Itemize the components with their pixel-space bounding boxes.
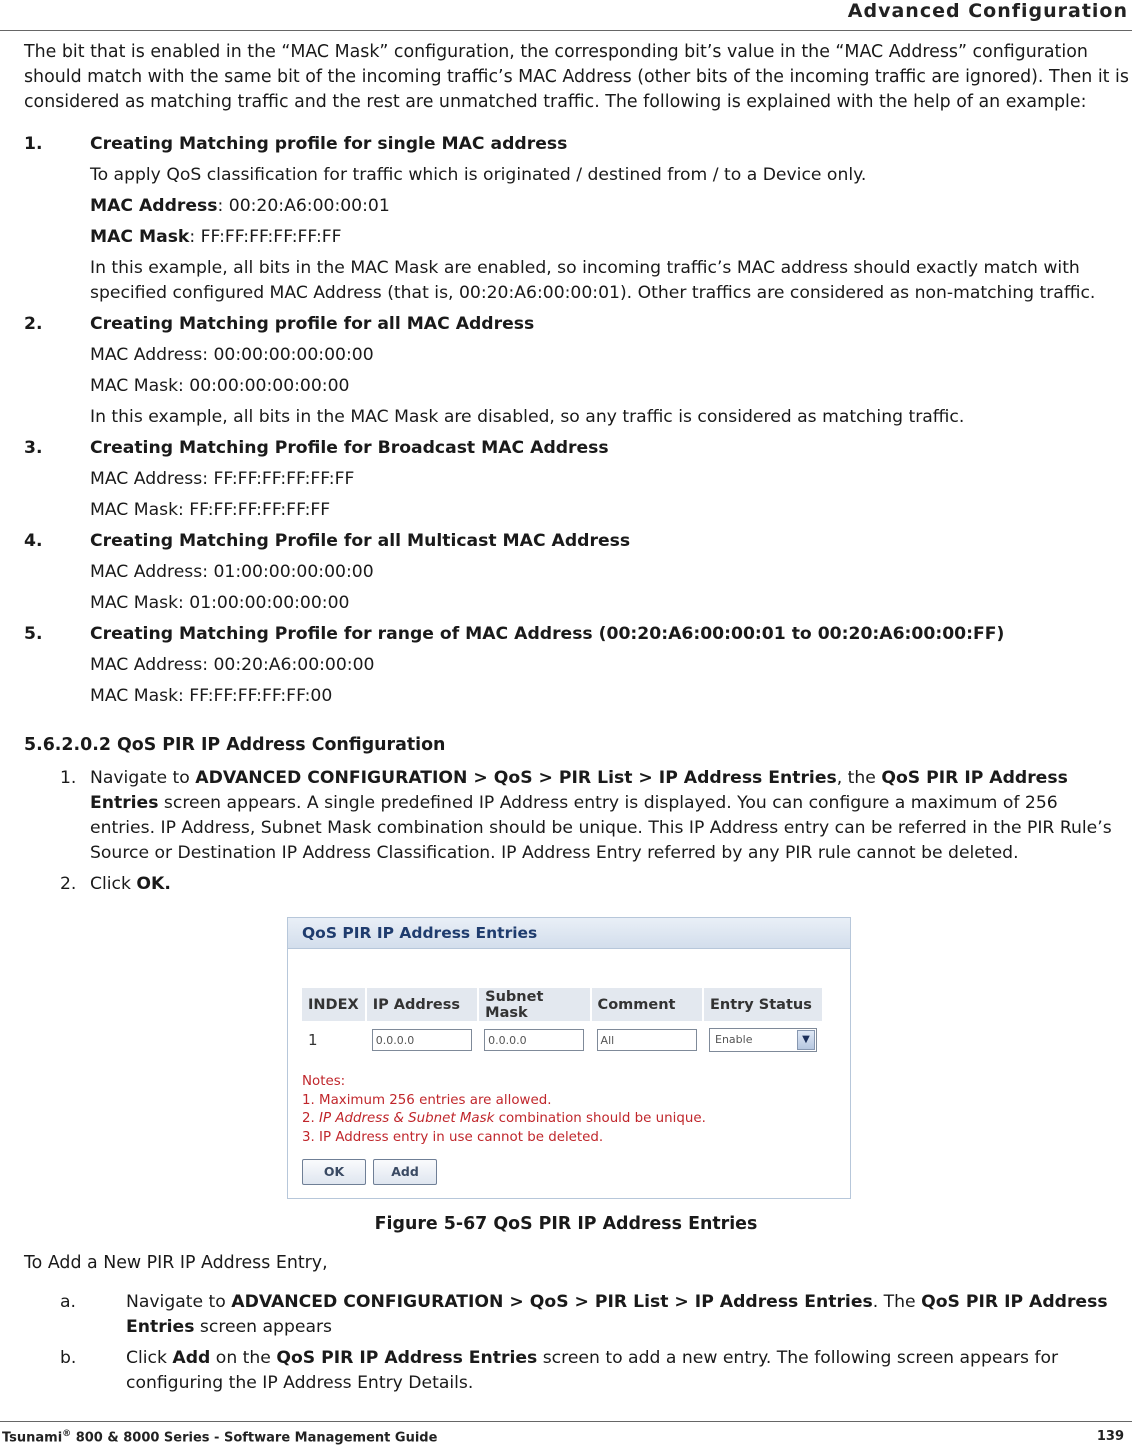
mac-address-value: : 00:20:A6:00:00:01: [217, 196, 390, 216]
step-text: screen appears: [194, 1317, 332, 1337]
mac-example-list: [24, 132, 1132, 715]
item-title: Creating Matching profile for all MAC Address: [90, 314, 535, 334]
list-item: [24, 529, 1132, 622]
entry-status-value: Enable: [715, 1033, 753, 1046]
comment-input[interactable]: All: [597, 1029, 697, 1051]
step-number: 2.: [60, 874, 77, 894]
ok-reference: OK.: [136, 874, 171, 894]
note-text: 2.: [302, 1111, 320, 1126]
step-text: Click: [126, 1348, 173, 1368]
item-title: Creating Matching profile for single MAC address: [90, 134, 568, 154]
add-entry-steps: [24, 1290, 1128, 1402]
column-header: INDEX: [302, 988, 366, 1021]
column-header: Entry Status: [703, 988, 823, 1021]
ok-button[interactable]: OK: [302, 1159, 366, 1185]
chevron-down-icon[interactable]: ▼: [797, 1030, 815, 1050]
mac-mask-line: MAC Mask: 00:00:00:00:00:00: [90, 376, 350, 396]
step-text: screen appears. A single predefined IP Address entry is displayed. You can configure a maximum of 256 entries. IP Address, Subnet Mask combination should be unique. This IP Address entry can be referred in the PIR Rule’s Source or Destination IP Address Classification. IP Address Entry referred by any PIR rule cannot be deleted.: [90, 793, 1112, 863]
mac-mask-value: : FF:FF:FF:FF:FF:FF: [189, 227, 342, 247]
section-title: 5.6.2.0.2 QoS PIR IP Address Configuration: [24, 735, 446, 755]
note-text: combination should be unique.: [494, 1111, 706, 1126]
panel-title: QoS PIR IP Address Entries: [288, 918, 850, 949]
item-number: 1.: [24, 134, 43, 154]
step-text: on the: [210, 1348, 277, 1368]
column-header: Comment: [591, 988, 703, 1021]
column-header: Subnet Mask: [478, 988, 590, 1021]
add-button[interactable]: Add: [373, 1159, 437, 1185]
qos-pir-ip-address-entries-panel: [287, 917, 851, 1199]
notes-title: Notes:: [302, 1074, 346, 1089]
item-title: Creating Matching Profile for Broadcast MAC Address: [90, 438, 609, 458]
list-item: [24, 622, 1132, 715]
product-name: Tsunami: [2, 1430, 63, 1446]
list-item: [24, 132, 1132, 306]
step-text: Click: [90, 874, 137, 894]
item-number: 5.: [24, 624, 43, 644]
entry-status-select[interactable]: [709, 1028, 817, 1052]
mac-address-line: MAC Address: 00:20:A6:00:00:00: [90, 655, 375, 675]
list-item: [24, 436, 1132, 529]
mac-mask-line: MAC Mask: FF:FF:FF:FF:FF:FF: [90, 500, 331, 520]
mac-address-label: MAC Address: [90, 196, 218, 216]
table-row: [302, 1021, 823, 1059]
step-letter: b.: [60, 1348, 77, 1368]
item-note: In this example, all bits in the MAC Mask are disabled, so any traffic is considered as matching traffic.: [90, 407, 965, 427]
step-text: Navigate to: [126, 1292, 232, 1312]
mac-mask-line: [90, 225, 1132, 256]
step-b: [24, 1346, 1128, 1396]
mac-address-line: MAC Address: FF:FF:FF:FF:FF:FF: [90, 469, 355, 489]
list-item: [24, 312, 1132, 436]
footer-rule: [0, 1421, 1132, 1422]
mac-mask-label: MAC Mask: [90, 227, 190, 247]
step-1: [24, 766, 1128, 866]
note-italic: IP Address & Subnet Mask: [319, 1111, 495, 1126]
screen-name: QoS PIR IP Address Entries: [90, 768, 1068, 813]
subnet-mask-input[interactable]: 0.0.0.0: [484, 1029, 584, 1051]
page-header-title: Advanced Configuration: [847, 0, 1128, 22]
step-text: . The: [872, 1292, 922, 1312]
mac-mask-line: MAC Mask: 01:00:00:00:00:00: [90, 593, 350, 613]
step-text: screen to add a new entry. The following screen appears for configuring the IP Address Entry Details.: [126, 1348, 1059, 1393]
mac-address-line: MAC Address: 01:00:00:00:00:00: [90, 562, 374, 582]
index-cell: 1: [302, 1021, 366, 1059]
ip-address-input[interactable]: 0.0.0.0: [372, 1029, 472, 1051]
mac-address-line: MAC Address: 00:00:00:00:00:00: [90, 345, 374, 365]
footer-guide-title: [2, 1429, 437, 1445]
table-header-row: [302, 988, 823, 1021]
step-text: , the: [836, 768, 882, 788]
menu-path: ADVANCED CONFIGURATION > QoS > PIR List > IP Address Entries: [231, 1292, 873, 1312]
menu-path: ADVANCED CONFIGURATION > QoS > PIR List > IP Address Entries: [195, 768, 837, 788]
figure-caption: Figure 5-67 QoS PIR IP Address Entries: [374, 1214, 758, 1234]
item-note: In this example, all bits in the MAC Mask are enabled, so incoming traffic’s MAC address should exactly match with specified configured MAC Address (that is, 00:20:A6:00:00:01). Other traffics are considered as non-matching traffic.: [90, 258, 1096, 303]
procedure-steps: [24, 766, 1128, 897]
note-2: [302, 1110, 706, 1129]
screen-name: QoS PIR IP Address Entries: [126, 1292, 1108, 1337]
mac-address-line: [90, 194, 1132, 225]
notes-block: [302, 1073, 706, 1147]
add-entry-intro: To Add a New PIR IP Address Entry,: [24, 1253, 328, 1273]
page-number: 139: [1096, 1429, 1124, 1444]
screen-name: QoS PIR IP Address Entries: [276, 1348, 538, 1368]
mac-mask-line: MAC Mask: FF:FF:FF:FF:FF:00: [90, 686, 333, 706]
add-reference: Add: [172, 1348, 211, 1368]
item-description: To apply QoS classification for traffic which is originated / destined from / to a Device only.: [90, 165, 867, 185]
item-number: 2.: [24, 314, 43, 334]
guide-name: 800 & 8000 Series - Software Management Guide: [71, 1430, 438, 1446]
step-number: 1.: [60, 768, 77, 788]
registered-mark: ®: [62, 1429, 72, 1439]
note-3: 3. IP Address entry in use cannot be deleted.: [302, 1129, 604, 1145]
step-a: [24, 1290, 1128, 1340]
item-title: Creating Matching Profile for range of MAC Address (00:20:A6:00:00:01 to 00:20:A6:00:00:FF): [90, 624, 1005, 644]
column-header: IP Address: [366, 988, 478, 1021]
item-number: 4.: [24, 531, 43, 551]
header-rule: [0, 30, 1132, 31]
note-1: 1. Maximum 256 entries are allowed.: [302, 1092, 552, 1108]
ip-address-table: [302, 988, 824, 1059]
step-letter: a.: [60, 1292, 76, 1312]
item-number: 3.: [24, 438, 43, 458]
step-text: Navigate to: [90, 768, 196, 788]
step-2: [24, 872, 1128, 897]
intro-paragraph: The bit that is enabled in the “MAC Mask” configuration, the corresponding bit’s value in the “MAC Address” configuration should match with the same bit of the incoming traffic’s MAC Address (other bits of the incoming traffic are ignored). Then it is considered as matching traffic and the rest are unmatched traffic. The following is explained with the help of an example:: [24, 42, 1129, 112]
item-title: Creating Matching Profile for all Multicast MAC Address: [90, 531, 631, 551]
